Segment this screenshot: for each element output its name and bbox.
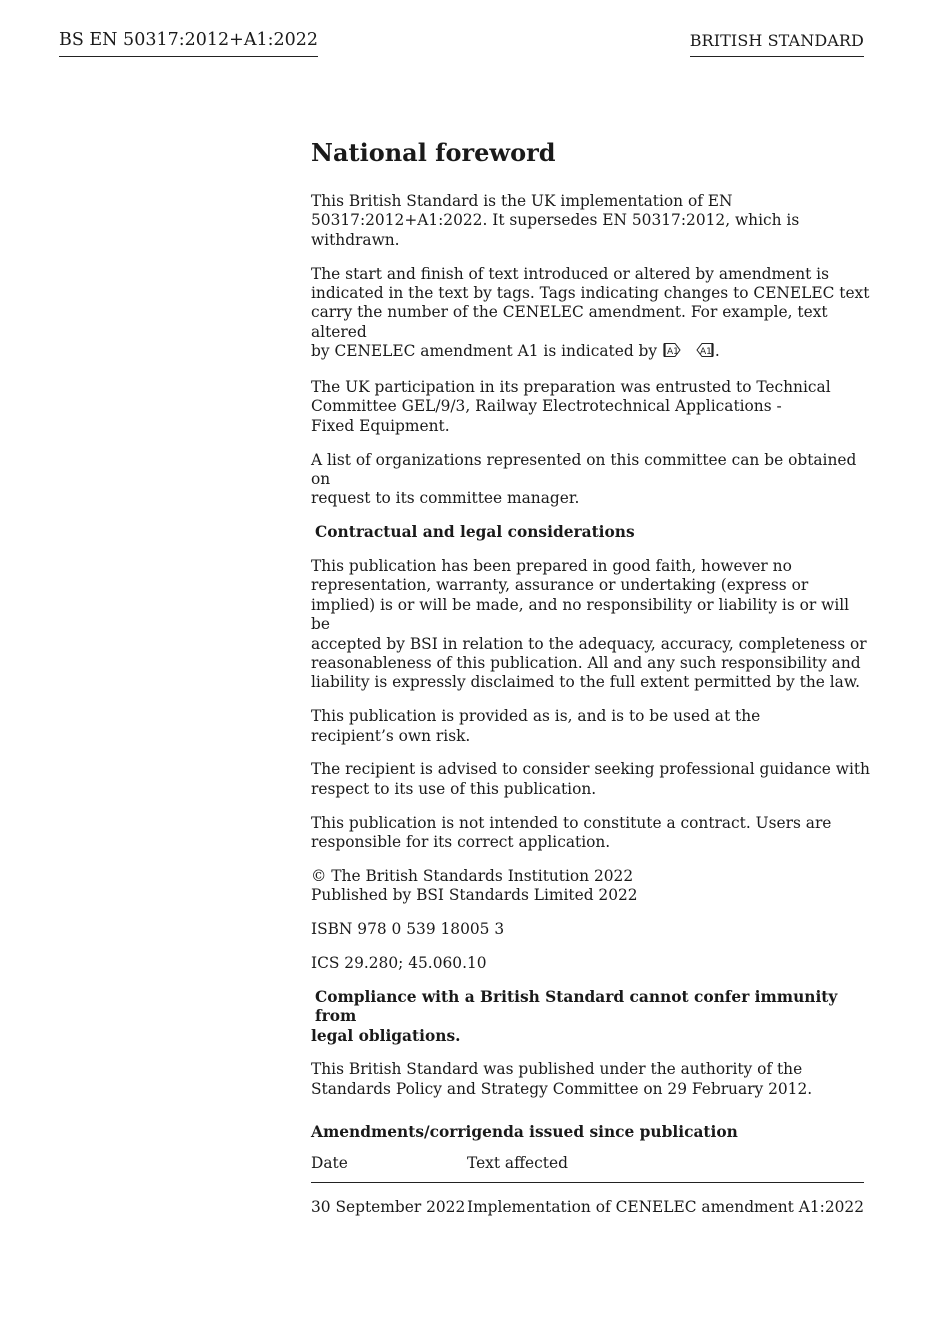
page-title: National foreword [311,138,556,167]
svg-text:A1: A1 [699,347,712,358]
column-header-date: Date [311,1154,467,1183]
text-line: accepted by BSI in relation to the adequacy, accuracy, completeness or [311,634,867,653]
standard-type-label: BRITISH STANDARD [690,31,864,57]
amendment-end-tag-icon [692,342,714,363]
text-line: A list of organizations represented on this committee can be obtained on [311,450,857,489]
text-line: Standards Policy and Strategy Committee on 29 February 2012. [311,1079,813,1098]
text-line: This British Standard is the UK implementation of EN [311,192,733,210]
paragraph-own-risk [311,707,871,746]
paragraph-amendment-tags [311,265,871,364]
text-line: representation, warranty, assurance or undertaking (express or [311,576,809,595]
paragraph-committee [311,378,871,436]
text-line: 50317:2012+A1:2022. It supersedes EN 50317:2012, which is withdrawn. [311,211,800,249]
paragraph-guidance [311,760,871,799]
text-line-with-tags [311,342,871,363]
text-line: implied) is or will be made, and no responsibility or liability is or will be [311,595,850,634]
text-line: Published by BSI Standards Limited 2022 [311,886,638,905]
text-line: This publication is provided as is, and is to be used at the [311,707,761,726]
text-fragment: by CENELEC amendment A1 is indicated by [311,342,658,361]
text-line: This publication is not intended to constitute a contract. Users are [311,813,832,832]
text-line: The UK participation in its preparation was entrusted to Technical [311,378,831,397]
text-line: respect to its use of this publication. [311,779,597,798]
text-line: The recipient is advised to consider seeking professional guidance with [311,760,870,779]
text-line: responsible for its correct application. [311,833,611,852]
text-line: This publication has been prepared in good faith, however no [311,557,792,576]
text-line: recipient’s own risk. [311,726,471,745]
text-line: © The British Standards Institution 2022 [311,866,634,885]
foreword-body [311,138,871,1217]
paragraph-organizations [311,451,871,509]
amendment-start-tag-icon [663,342,685,363]
text-line: liability is expressly disclaimed to the full extent permitted by the law. [311,673,861,692]
paragraph-contract [311,814,871,853]
paragraph-good-faith [311,557,871,693]
text-line: reasonableness of this publication. All and any such responsibility and [311,654,861,673]
compliance-statement [311,988,871,1046]
text-line: Compliance with a British Standard cannot confer immunity from [315,987,838,1026]
text-line: This British Standard was published under the authority of the [311,1060,803,1079]
table-header-row [311,1154,864,1183]
document-id: BS EN 50317:2012+A1:2022 [59,30,318,57]
column-header-text-affected: Text affected [467,1154,864,1183]
text-line: request to its committee manager. [311,489,580,508]
svg-text:A1: A1 [667,347,679,358]
amendment-date: 30 September 2022 [311,1197,466,1216]
contractual-heading: Contractual and legal considerations [315,523,635,542]
text-line: legal obligations. [311,1026,461,1045]
text-line: Committee GEL/9/3, Railway Electrotechnical Applications - [311,397,782,416]
table-row [311,1182,864,1217]
text-line: The start and finish of text introduced or altered by amendment is [311,264,829,283]
text-line: Fixed Equipment. [311,416,450,435]
paragraph-implementation [311,192,871,250]
amendment-text-affected: Implementation of CENELEC amendment A1:2022 [467,1197,864,1216]
paragraph-publication-authority [311,1060,871,1099]
ics-code: ICS 29.280; 45.060.10 [311,953,487,972]
isbn: ISBN 978 0 539 18005 3 [311,920,505,939]
copyright-notice [311,867,871,906]
text-line: carry the number of the CENELEC amendment. For example, text altered [311,303,828,341]
amendments-table [311,1154,864,1217]
amendments-heading: Amendments/corrigenda issued since publication [311,1123,738,1142]
text-line: indicated in the text by tags. Tags indicating changes to CENELEC text [311,284,870,303]
text-fragment: . [714,342,720,361]
